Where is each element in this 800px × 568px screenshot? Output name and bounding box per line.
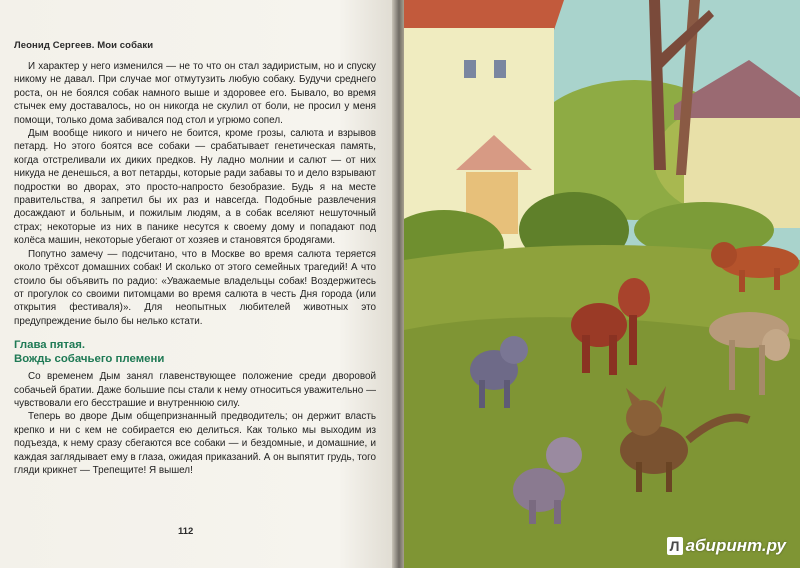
labirint-logo-icon: Л	[667, 537, 683, 555]
lawn-shade	[404, 317, 800, 568]
labirint-watermark	[667, 536, 786, 556]
paragraph: Теперь во дворе Дым общепризнанный предводитель; он держит власть крепко и ни с кем не собирается ею делиться. Как только мы выходим из подъезда, к нему сразу сбегаются все собаки — и бездомные, и домашние, и каждая заглядывает ему в глаза, ожидая приказаний. А он выпятит грудь, того гляди крикнет — Трепещите! Я вышел!	[14, 411, 376, 476]
illustration-page	[404, 0, 800, 568]
tower-roof	[404, 0, 564, 30]
chapter-number: Глава пятая.	[14, 339, 86, 352]
left-page	[0, 0, 398, 568]
paragraph: Дым вообще никого и ничего не боится, кроме грозы, салюта и взрывов петард. Но этого боятся все собаки — срабатывает генетическая память, когда отстреливали их диких предков. Ну ладно молнии и салют — от них никуда не денешься, а вот петарды, которые ради забавы то и дело взрывают подростки во дворах, это просто-напросто безобразие. Будь я на месте правительства, я запретил бы их раз и навсегда. Подобные развлечения досаждают и больным, и пожилым людям, а в собак вселяют нешуточный страх; некоторые из них в панике несутся к своему дому и попадают под колёса машин, некоторые убегают от хозяев и становятся бродягами.	[14, 128, 376, 247]
paragraph: И характер у него изменился — не то что он стал задиристым, но и спуску никому не давал. При случае мог отмутузить любую собаку. Будучи среднего роста, он не боялся собак намного выше и здоровее его. Бывало, во время стычек ему доставалось, но он никогда не скулил от боли, не просил у меня помощи, только дома забивался под стол и угрюмо сопел.	[14, 61, 376, 126]
tower-window	[464, 60, 476, 78]
body-text	[14, 60, 376, 477]
dogs-illustration	[404, 0, 800, 568]
chapter-heading	[14, 338, 376, 366]
chapter-title: Вождь собачьего племени	[14, 353, 165, 366]
tower-window	[494, 60, 506, 78]
page-number: 112	[178, 526, 194, 537]
watermark-text: абиринт.ру	[685, 536, 786, 555]
paragraph: Со временем Дым занял главенствующее положение среди дворовой собачьей братии. Даже большие псы стали к нему относиться уважительно — чувствовали его бесстрашие и внутреннюю силу.	[14, 371, 376, 409]
paragraph: Попутно замечу — подсчитано, что в Москве во время салюта теряется около трёхсот домашних собак! И сколько от этого семейных трагедий! А что стоило бы объявить по радио: «Уважаемые владельцы собак! Воздержитесь от прогулок со своими питомцами во время салюта в честь Дня города (или открытия фестиваля)». Для неопытных любителей животных это предупреждение было бы нелько кстати.	[14, 248, 376, 327]
running-head: Леонид Сергеев. Мои собаки	[14, 40, 154, 51]
